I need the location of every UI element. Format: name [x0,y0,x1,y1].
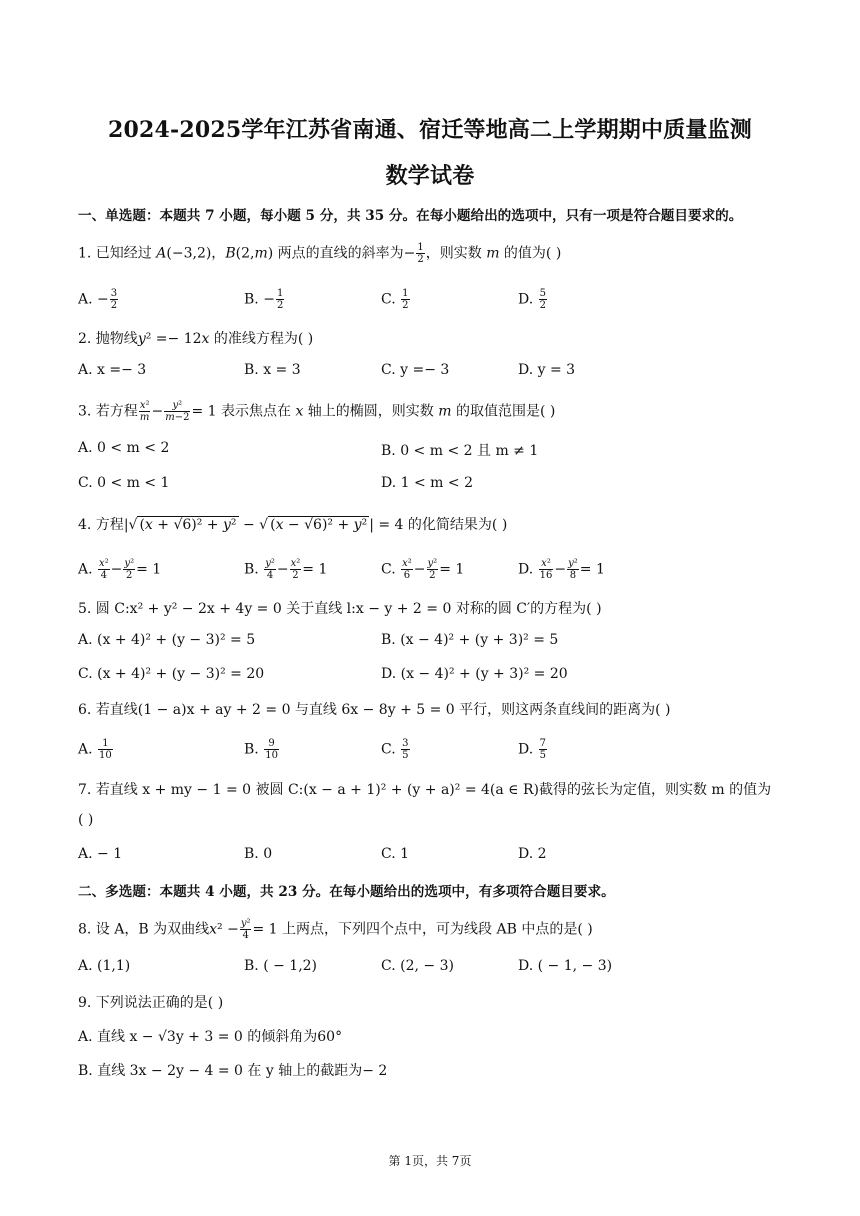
question-1: 1. 已知经过 A(−3,2)，B(2,m) 两点的直线的斜率为− $\frac{1}{2}$ ，则实数 m 的值为( ) [78,242,562,265]
q5-option-d: D. (x − 4)² + (y + 3)² = 20 [381,666,568,682]
q3-option-a: A. 0 < m < 2 [78,440,170,456]
q7-option-b: B. 0 [244,846,273,862]
q2-option-c: C. y =− 3 [381,362,450,378]
q2-option-b: B. x = 3 [244,362,301,378]
question-3: 3. 若方程 $\frac{\text{x²}}{m}$ − $\frac{\text{y²}}{m-2}$ = 1 表示焦点在 x 轴上的椭圆，则实数 m 的取值范围是( ) [78,400,556,423]
q6-option-a: A. $\frac{1}{10}$ [78,738,112,761]
q7-option-a: A. − 1 [78,846,123,862]
question-6: 6. 若直线(1 − a)x + ay + 2 = 0 与直线 6x − 8y + 5 = 0 平行，则这两条直线间的距离为( ) [78,702,671,718]
question-8: 8. 设 A，B 为双曲线x² − $\frac{\text{y²}}{4}$ = 1 上两点，下列四个点中，可为线段 AB 中点的是( ) [78,918,593,941]
q6-option-c: C. $\frac{3}{5}$ [381,738,409,761]
q8-option-c: C. (2, − 3) [381,958,454,974]
exam-title: 2024-2025学年江苏省南通、宿迁等地高二上学期期中质量监测 [108,117,752,143]
q5-option-a: A. (x + 4)² + (y − 3)² = 5 [78,632,256,648]
q4-option-d: D. $\frac{\text{x²}}{16}$ − $\frac{\text{y²}}{8}$ = 1 [518,558,605,581]
exam-subtitle: 数学试卷 [385,163,475,189]
q1-option-b: B. − $\frac{1}{2}$ [244,288,284,311]
q2-option-d: D. y = 3 [518,362,576,378]
q9-option-b: B. 直线 3x − 2y − 4 = 0 在 y 轴上的截距为− 2 [78,1063,388,1079]
q2-option-a: A. x =− 3 [78,362,147,378]
section-single-choice: 一、单选题：本题共 7 小题，每小题 5 分，共 35 分。在每小题给出的选项中，只有一项是符合题目要求的。 [78,208,743,224]
section-multiple-choice: 二、多选题：本题共 4 小题，共 23 分。在每小题给出的选项中，有多项符合题目要求。 [78,884,615,900]
q6-option-d: D. $\frac{7}{5}$ [518,738,547,761]
q5-option-b: B. (x − 4)² + (y + 3)² = 5 [381,632,559,648]
q8-option-a: A. (1,1) [78,958,131,974]
q7-option-d: D. 2 [518,846,547,862]
q8-option-d: D. ( − 1, − 3) [518,958,613,974]
question-7: 7. 若直线 x + my − 1 = 0 被圆 C:(x − a + 1)² + (y + a)² = 4(a ∈ R)截得的弦长为定值，则实数 m 的值为 [78,782,772,798]
q1-option-a: A. − $\frac{3}{2}$ [78,288,118,311]
question-4: 4. 方程|√ (x + √6)² + y² − √ (x − √6)² + y² | = 4 的化简结果为( ) [78,517,508,533]
question-9: 9. 下列说法正确的是( ) [78,995,224,1011]
q7-option-c: C. 1 [381,846,410,862]
q4-option-b: B. $\frac{\text{y²}}{4}$ − $\frac{\text{x²}}{2}$ = 1 [244,558,328,581]
q1-option-c: C. $\frac{1}{2}$ [381,288,409,311]
q3-option-b: B. 0 < m < 2 且 m ≠ 1 [381,443,539,459]
q8-option-b: B. ( − 1,2) [244,958,318,974]
q1-option-d: D. $\frac{5}{2}$ [518,288,547,311]
question-2: 2. 抛物线y² =− 12x 的准线方程为( ) [78,331,314,347]
question-7-continued: ( ) [78,812,94,828]
q3-option-c: C. 0 < m < 1 [78,475,170,491]
q4-option-c: C. $\frac{\text{x²}}{6}$ − $\frac{\text{y²}}{2}$ = 1 [381,558,465,581]
question-5: 5. 圆 C:x² + y² − 2x + 4y = 0 关于直线 l:x − y + 2 = 0 对称的圆 C′的方程为( ) [78,601,602,617]
q3-option-d: D. 1 < m < 2 [381,475,473,491]
page-footer: 第 1页，共 7页 [388,1154,472,1168]
q9-option-a: A. 直线 x − √3y + 3 = 0 的倾斜角为60° [78,1029,343,1045]
q4-option-a: A. $\frac{\text{x²}}{4}$ − $\frac{\text{y²}}{2}$ = 1 [78,558,162,581]
q6-option-b: B. $\frac{9}{10}$ [244,738,278,761]
q5-option-c: C. (x + 4)² + (y − 3)² = 20 [78,666,265,682]
